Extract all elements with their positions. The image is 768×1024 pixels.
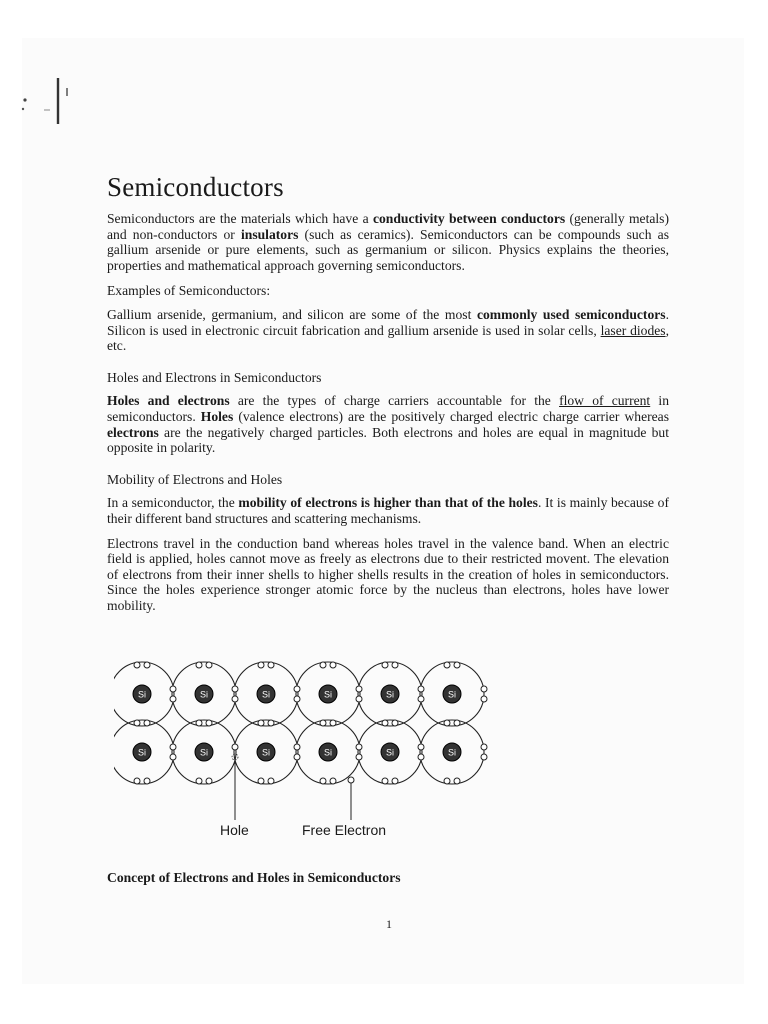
text-run: (valence electrons) are the positively charged electric charge carrier whereas [233, 408, 669, 424]
bond-electron [294, 754, 300, 760]
text-run: (such as ceramics). Semiconductors can be compounds such as gallium arsenide or pure elements, such as germanium or silicon. Physics explains the theories, properties and mathematical approach governing semiconductors. [107, 226, 669, 273]
text-run: , etc. [107, 322, 669, 354]
text-run: Holes [200, 408, 234, 424]
silicon-label: Si [199, 747, 209, 758]
bond-electron [134, 720, 140, 726]
bond-electron [418, 754, 424, 760]
text-run: mobility of electrons is higher than that of the holes [238, 495, 538, 511]
bond-electron [392, 778, 398, 784]
bond-electron [294, 686, 300, 692]
silicon-label: Si [261, 747, 271, 758]
intro-paragraph [107, 211, 669, 273]
bond-electron [134, 778, 140, 784]
bond-electron [170, 754, 176, 760]
text-run: Gallium arsenide, germanium, and silicon are some of the most [107, 306, 477, 322]
bond-electron [382, 662, 388, 668]
text-run: flow of current [559, 393, 651, 409]
bond-electron [356, 686, 362, 692]
silicon-lattice-figure [114, 650, 504, 850]
bond-electron [481, 744, 487, 750]
silicon-label: Si [137, 689, 147, 700]
bond-electron [356, 754, 362, 760]
text-run: Semiconductors are the materials which have a [107, 211, 373, 226]
bond-electron [320, 662, 326, 668]
bond-electron [232, 686, 238, 692]
bond-electron [356, 744, 362, 750]
text-run: commonly used semiconductors [476, 306, 666, 322]
bond-electron [268, 778, 274, 784]
silicon-label: Si [199, 689, 209, 700]
bond-electron [481, 686, 487, 692]
scan-artifact-mark [18, 74, 70, 134]
bond-electron [196, 720, 202, 726]
bond-electron [268, 720, 274, 726]
silicon-label: Si [261, 689, 271, 700]
bond-electron [330, 778, 336, 784]
bond-electron [170, 696, 176, 702]
bond-electron [444, 720, 450, 726]
bond-electron [454, 778, 460, 784]
bond-electron [444, 662, 450, 668]
bond-electron [144, 720, 150, 726]
free-electron-label: Free Electron [302, 822, 387, 838]
bond-electron [196, 662, 202, 668]
bond-electron [444, 778, 450, 784]
silicon-label: Si [137, 747, 147, 758]
text-run: Electrons travel in the conduction band whereas holes travel in the valence band. When an electric field is applied, holes cannot move as freely as electrons due to their restricted movent. The elevation of electrons from their inner shells to higher shells results in the creation of holes in semiconductors. Since the holes experience stronger atomic force by the nucleus than electrons, holes have lower mobility. [107, 535, 669, 613]
text-run: Holes and electrons [107, 393, 230, 409]
mobility-paragraph-1 [107, 495, 669, 526]
text-run: (generally metals) and non-conductors or [107, 211, 669, 242]
silicon-lattice-diagram [114, 650, 504, 820]
bond-electron [294, 744, 300, 750]
text-run: laser diodes [600, 322, 666, 338]
text-run: are the types of charge carriers accountable for the [229, 393, 560, 409]
bond-electron [320, 778, 326, 784]
silicon-label: Si [385, 747, 395, 758]
bond-electron [258, 662, 264, 668]
document-body [107, 172, 669, 622]
silicon-label: Si [385, 689, 395, 700]
examples-paragraph [107, 307, 669, 354]
bond-electron [382, 778, 388, 784]
text-run: . Silicon is used in electronic circuit fabrication and gallium arsenide is used in solar cells, [107, 306, 669, 338]
bond-electron [206, 720, 212, 726]
examples-heading: Examples of Semiconductors: [107, 283, 271, 299]
holes-electrons-paragraph [107, 393, 669, 455]
text-run: In a semiconductor, the [107, 495, 239, 511]
silicon-label: Si [447, 689, 457, 700]
bond-electron [454, 720, 460, 726]
bond-electron [144, 778, 150, 784]
bond-electron [330, 720, 336, 726]
mobility-paragraph-2 [107, 536, 669, 614]
bond-electron [382, 720, 388, 726]
bond-electron [232, 744, 238, 750]
text-run: are the negatively charged particles. Both electrons and holes are equal in magnitude but opposite in polarity. [107, 424, 669, 456]
bond-electron [196, 778, 202, 784]
bond-electron [206, 662, 212, 668]
bond-electron [144, 662, 150, 668]
bond-electron [356, 696, 362, 702]
mobility-heading: Mobility of Electrons and Holes [107, 471, 283, 487]
bond-electron [330, 662, 336, 668]
silicon-label: Si [323, 689, 333, 700]
bond-electron [268, 662, 274, 668]
page-title: Semiconductors [107, 172, 284, 202]
bond-electron [418, 686, 424, 692]
figure-caption: Concept of Electrons and Holes in Semiconductors [107, 870, 401, 885]
text-run: insulators [240, 226, 299, 242]
text-run: in semiconductors. [107, 393, 670, 424]
bond-electron [134, 662, 140, 668]
text-run: electrons [107, 424, 159, 440]
page-number: 1 [386, 917, 392, 931]
bond-electron [170, 686, 176, 692]
bond-electron [294, 696, 300, 702]
bond-electron [392, 662, 398, 668]
bond-electron [418, 744, 424, 750]
bond-electron [481, 696, 487, 702]
text-run: . It is mainly because of their different band structures and scattering mechanisms. [107, 495, 669, 526]
silicon-label: Si [447, 747, 457, 758]
hole-label: Hole [220, 822, 249, 838]
bond-electron [392, 720, 398, 726]
bond-electron [258, 778, 264, 784]
bond-electron [320, 720, 326, 726]
bond-electron [206, 778, 212, 784]
bond-electron [170, 744, 176, 750]
holes-electrons-heading: Holes and Electrons in Semiconductors [107, 369, 322, 385]
bond-electron [232, 696, 238, 702]
free-electron [348, 777, 354, 783]
bond-electron [454, 662, 460, 668]
bond-electron [258, 720, 264, 726]
bond-electron [481, 754, 487, 760]
bond-electron [418, 696, 424, 702]
silicon-label: Si [323, 747, 333, 758]
text-run: conductivity between conductors [372, 211, 566, 226]
